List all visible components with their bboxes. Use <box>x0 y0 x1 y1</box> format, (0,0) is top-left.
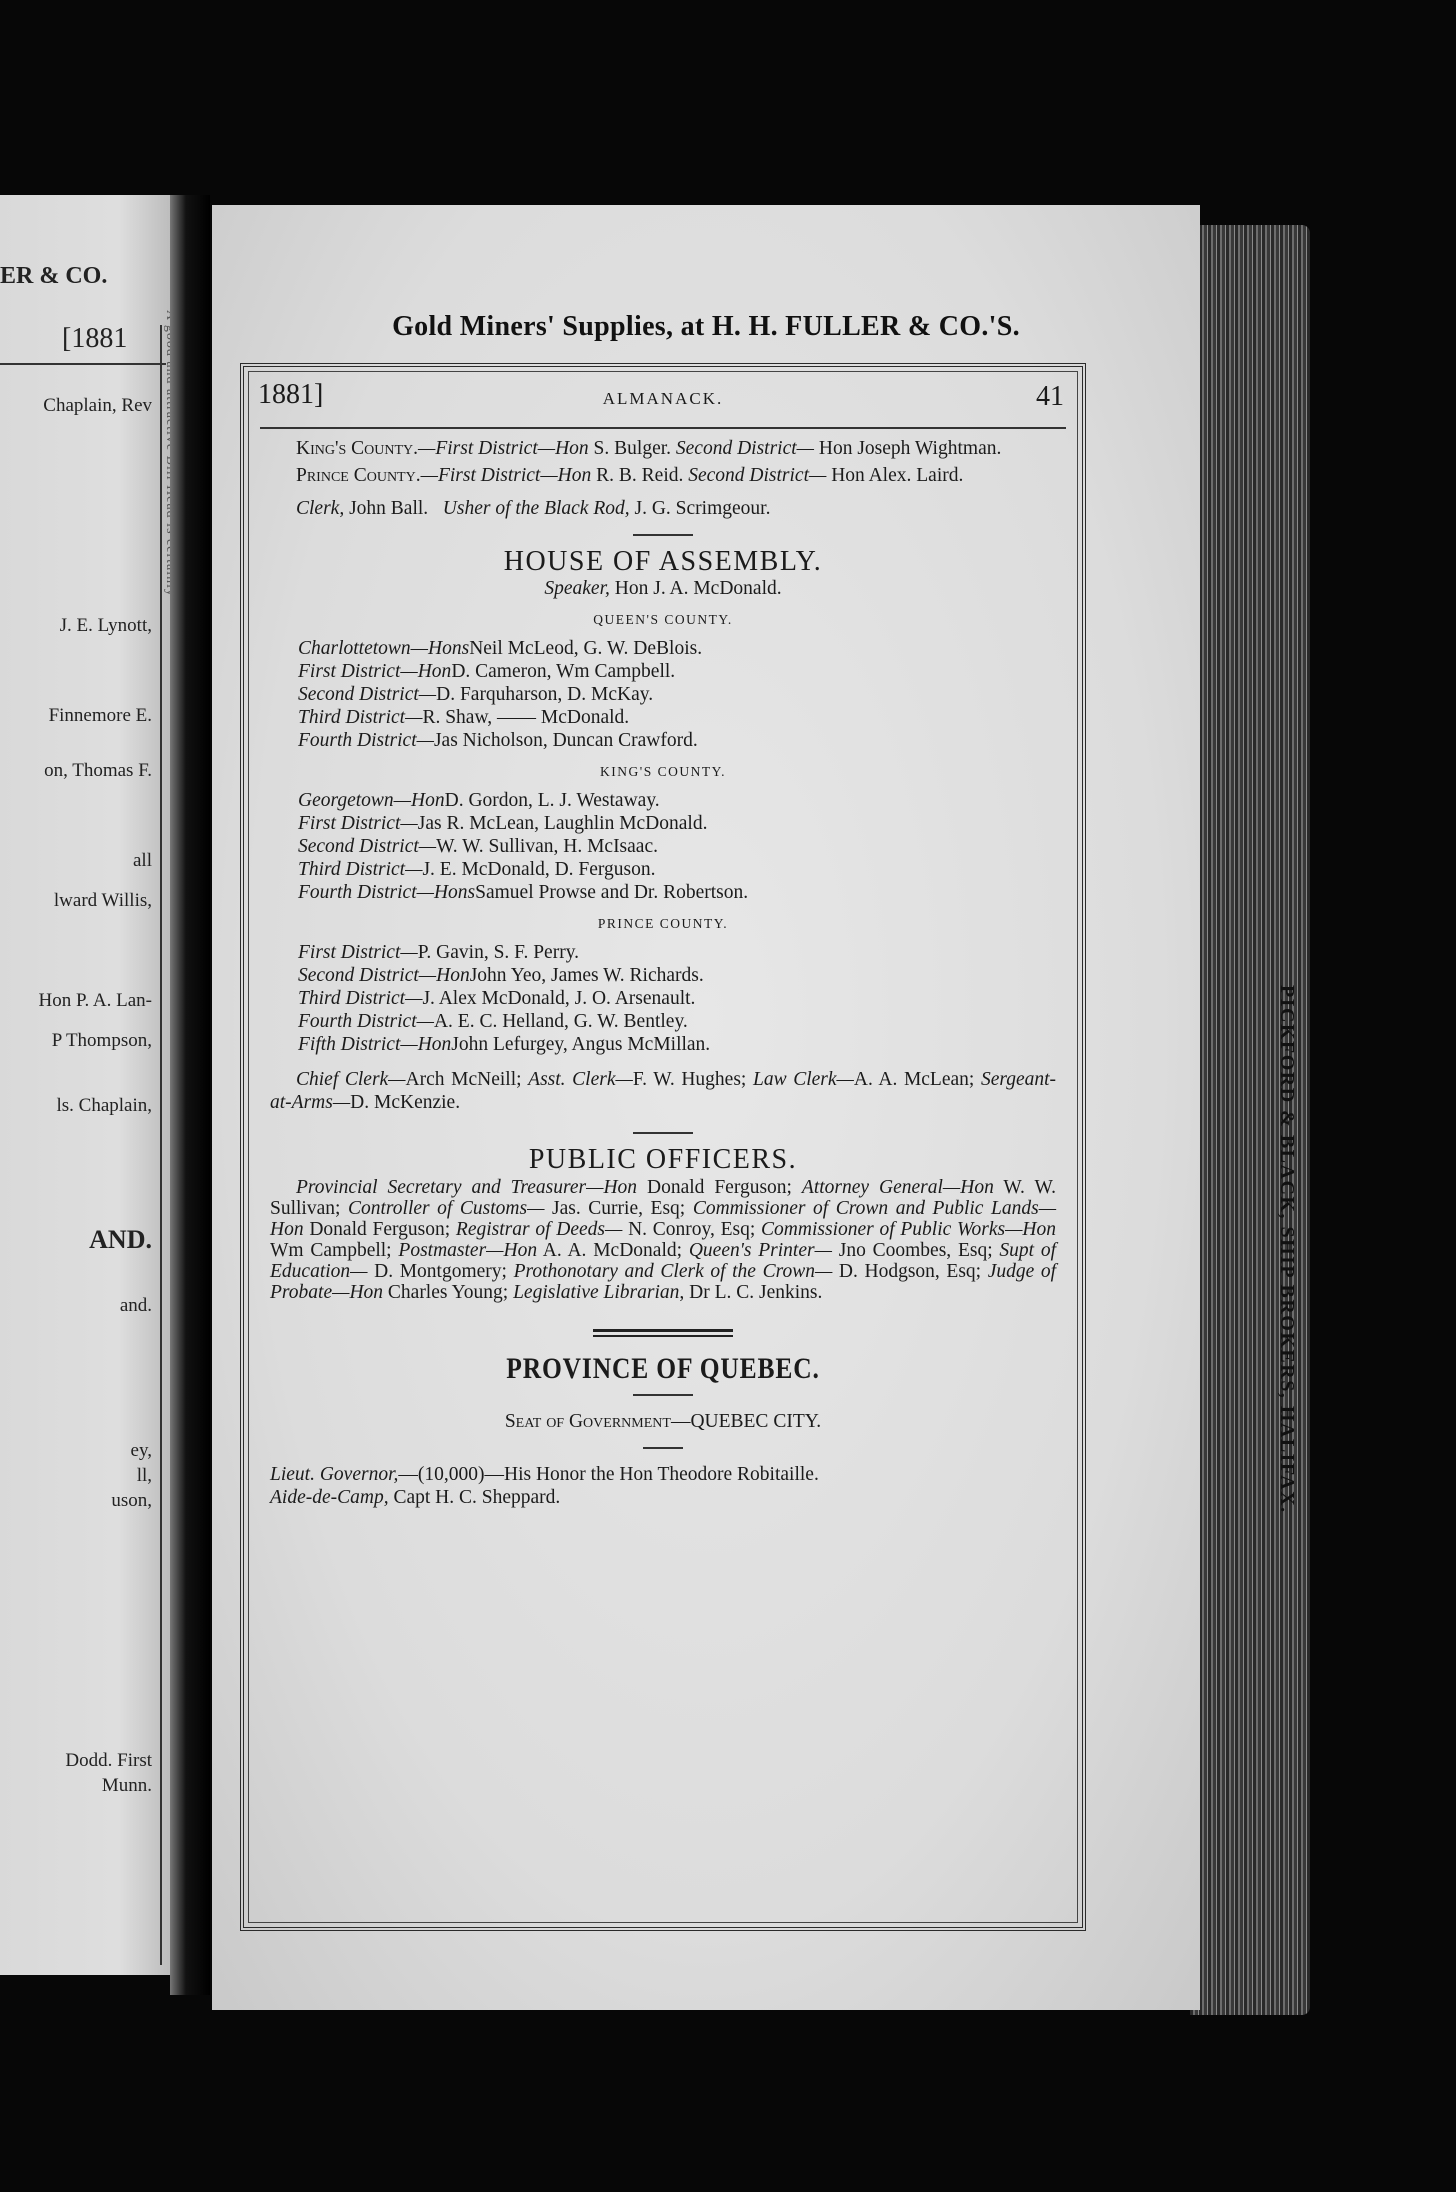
district-label: Second District— <box>298 684 437 705</box>
county-heading: QUEEN'S COUNTY. <box>593 612 733 627</box>
district-members: D. Farquharson, D. McKay. <box>436 684 654 705</box>
governor-label: Lieut. Governor, <box>270 1464 399 1485</box>
seat-of-government <box>270 1410 1056 1433</box>
district-row <box>270 941 1056 964</box>
kings-first-district-label: —First District—Hon <box>418 438 589 459</box>
prince-county-label: Prince County. <box>296 465 421 486</box>
district-members: D. Cameron, Wm Campbell. <box>451 661 676 682</box>
left-page-line: Finnemore E. <box>48 705 152 726</box>
left-page-line: all <box>133 850 152 871</box>
public-office-holder: A. A. McDonald; <box>542 1240 683 1261</box>
officer-title: Law Clerk— <box>752 1069 854 1090</box>
district-members: Jas Nicholson, Duncan Crawford. <box>433 730 698 751</box>
district-label: Third District— <box>298 707 423 728</box>
clerk-label: Clerk, <box>296 498 345 519</box>
running-title: ALMANACK. <box>602 389 724 408</box>
district-label: First District— <box>298 942 418 963</box>
officer-name: A. A. McLean; <box>853 1069 975 1090</box>
district-members: Jas R. McLean, Laughlin McDonald. <box>417 813 708 834</box>
aide-label: Aide-de-Camp, <box>270 1487 389 1508</box>
district-row <box>270 835 1056 858</box>
public-office-title: Prothonotary and Clerk of the Crown— <box>513 1261 833 1282</box>
left-page-line: Dodd. First <box>65 1750 152 1771</box>
left-page-line: Chaplain, Rev <box>43 395 152 416</box>
public-office-title: Attorney General—Hon <box>801 1177 994 1198</box>
district-members: J. Alex McDonald, J. O. Arsenault. <box>422 988 696 1009</box>
kings-second-district-name: Hon Joseph Wightman. <box>818 438 1002 459</box>
public-office-title: Registrar of Deeds— <box>455 1219 623 1240</box>
assembly-officers <box>270 1068 1056 1114</box>
district-label: Fourth District—Hons <box>298 882 476 903</box>
header-rule <box>260 427 1066 429</box>
section-divider <box>633 1132 693 1134</box>
kings-first-district-name: S. Bulger. <box>593 438 672 459</box>
prince-first-district-name: R. B. Reid. <box>596 465 684 486</box>
officer-title: Asst. Clerk— <box>528 1069 633 1090</box>
district-row <box>270 812 1056 835</box>
district-row <box>270 1033 1056 1056</box>
left-page-line: J. E. Lynott, <box>59 615 152 636</box>
public-office-holder: Jno Coombes, Esq; <box>838 1240 993 1261</box>
book-gutter <box>170 195 210 1995</box>
district-row <box>270 683 1056 706</box>
district-members: Neil McLeod, G. W. DeBlois. <box>469 638 703 659</box>
district-row <box>270 789 1056 812</box>
kings-county-council <box>270 437 1056 460</box>
district-members: R. Shaw, —— McDonald. <box>422 707 630 728</box>
aide-value: Capt H. C. Sheppard. <box>393 1487 561 1508</box>
district-label: Charlottetown—Hons <box>298 638 470 659</box>
district-label: Second District— <box>298 836 437 857</box>
prince-first-district-label: —First District—Hon <box>420 465 592 486</box>
public-office-holder: N. Conroy, Esq; <box>628 1219 756 1240</box>
public-office-title: Supt of Education— <box>270 1240 1057 1282</box>
left-page-line: lward Willis, <box>53 890 152 911</box>
left-page-line: Munn. <box>101 1775 152 1796</box>
left-page-line: P Thompson, <box>51 1030 152 1051</box>
lieutenant-governor-line <box>270 1463 1056 1486</box>
clerk-name: John Ball. <box>349 498 429 519</box>
left-banner-fragment: ER & CO. <box>0 263 108 289</box>
prince-county-council <box>270 464 1056 487</box>
council-clerk-line <box>270 497 1056 520</box>
district-members: W. W. Sullivan, H. McIsaac. <box>436 836 658 857</box>
county-heading: KING'S COUNTY. <box>600 764 726 779</box>
prince-second-district-name: Hon Alex. Laird. <box>831 465 964 486</box>
district-label: Second District—Hon <box>298 965 470 986</box>
officer-title: Chief Clerk— <box>296 1069 406 1090</box>
page-content <box>270 437 1056 1509</box>
district-members: John Lefurgey, Angus McMillan. <box>451 1034 711 1055</box>
province-divider <box>593 1329 733 1337</box>
district-row <box>270 660 1056 683</box>
assembly-title: HOUSE OF ASSEMBLY. <box>503 546 823 577</box>
public-office-title: Postmaster—Hon <box>398 1240 538 1261</box>
district-label: First District— <box>298 813 418 834</box>
left-page-line: on, Thomas F. <box>44 760 152 781</box>
public-office-holder: D. Montgomery; <box>374 1261 507 1282</box>
district-row <box>270 858 1056 881</box>
public-office-title: Controller of Customs— <box>348 1198 545 1219</box>
district-row <box>270 881 1056 904</box>
left-page-line: and. <box>119 1295 152 1316</box>
left-page-line: AND. <box>89 1225 152 1254</box>
left-header-rule <box>0 363 166 365</box>
public-office-holder: W. W. Sullivan; <box>270 1177 1056 1219</box>
district-label: Fourth District— <box>298 730 434 751</box>
left-page-line: ll, <box>136 1465 152 1486</box>
speaker-line <box>270 577 1056 600</box>
district-members: A. E. C. Helland, G. W. Bentley. <box>433 1011 688 1032</box>
public-office-holder: Donald Ferguson; <box>646 1177 792 1198</box>
district-row <box>270 637 1056 660</box>
section-divider <box>643 1447 683 1449</box>
public-office-title: Queen's Printer— <box>688 1240 832 1261</box>
aide-de-camp-line <box>270 1486 1056 1509</box>
district-label: First District—Hon <box>298 661 452 682</box>
left-page-line: Hon P. A. Lan- <box>38 990 152 1011</box>
seat-label: Seat of Government <box>504 1411 671 1432</box>
district-label: Third District— <box>298 859 423 880</box>
officer-name: F. W. Hughes; <box>632 1069 747 1090</box>
public-office-holder: Dr L. C. Jenkins. <box>689 1282 823 1303</box>
public-office-title: Judge of Probate—Hon <box>270 1261 1057 1303</box>
public-officers-list <box>270 1177 1056 1303</box>
right-side-advertisement: PICKFORD & BLACK, SHIP BROKERS, HALIFAX. <box>1276 985 1298 1514</box>
section-divider <box>633 534 693 536</box>
district-members: Samuel Prowse and Dr. Robertson. <box>475 882 749 903</box>
district-members: D. Gordon, L. J. Westaway. <box>444 790 660 811</box>
district-row <box>270 987 1056 1010</box>
left-year: [1881 <box>62 323 128 354</box>
page-frame <box>240 363 1086 1931</box>
public-officers-title: PUBLIC OFFICERS. <box>528 1144 798 1175</box>
left-page-line: ey, <box>130 1440 152 1461</box>
advertisement-banner: Gold Miners' Supplies, at H. H. FULLER & CO.'S. <box>392 311 1020 342</box>
previous-page-fragment <box>0 195 170 1975</box>
district-members: P. Gavin, S. F. Perry. <box>417 942 580 963</box>
left-page-line: ls. Chaplain, <box>56 1095 152 1116</box>
assembly-counties <box>270 608 1056 1056</box>
officer-name: D. McKenzie. <box>350 1092 461 1113</box>
district-row <box>270 964 1056 987</box>
public-office-holder: D. Hodgson, Esq; <box>838 1261 982 1282</box>
seat-value: —QUEBEC CITY. <box>670 1411 822 1432</box>
district-row <box>270 706 1056 729</box>
usher-name: J. G. Scrimgeour. <box>634 498 771 519</box>
district-members: John Yeo, James W. Richards. <box>469 965 704 986</box>
page-year: 1881] <box>258 379 324 410</box>
left-page-line: uson, <box>111 1490 152 1511</box>
public-office-title: Provincial Secretary and Treasurer—Hon <box>296 1177 638 1198</box>
district-members: J. E. McDonald, D. Ferguson. <box>422 859 656 880</box>
district-label: Fourth District— <box>298 1011 434 1032</box>
speaker-label: Speaker, <box>544 578 610 599</box>
kings-second-district-label: Second District— <box>675 438 814 459</box>
district-label: Georgetown—Hon <box>298 790 445 811</box>
speaker-name: Hon J. A. McDonald. <box>614 578 782 599</box>
officer-name: Arch McNeill; <box>405 1069 522 1090</box>
usher-label: Usher of the Black Rod, <box>442 498 630 519</box>
governor-value: —(10,000)—His Honor the Hon Theodore Robitaille. <box>398 1464 819 1485</box>
public-office-holder: Wm Campbell; <box>270 1240 392 1261</box>
public-office-holder: Donald Ferguson; <box>309 1219 451 1240</box>
quebec-title: PROVINCE OF QUEBEC. <box>506 1352 820 1385</box>
section-divider <box>633 1394 693 1396</box>
public-office-title: Commissioner of Crown and Public Lands—Hon <box>270 1198 1057 1240</box>
district-row <box>270 729 1056 752</box>
district-label: Third District— <box>298 988 423 1009</box>
public-office-title: Commissioner of Public Works—Hon <box>761 1219 1056 1240</box>
district-label: Fifth District—Hon <box>298 1034 452 1055</box>
public-office-holder: Charles Young; <box>387 1282 509 1303</box>
kings-county-label: King's County. <box>296 438 419 459</box>
prince-second-district-label: Second District— <box>688 465 827 486</box>
page-number: 41 <box>1036 381 1064 412</box>
public-office-title: Legislative Librarian, <box>513 1282 685 1303</box>
district-row <box>270 1010 1056 1033</box>
public-office-holder: Jas. Currie, Esq; <box>552 1198 686 1219</box>
county-heading: PRINCE COUNTY. <box>597 916 729 931</box>
almanack-page <box>212 205 1298 2010</box>
officer-title: Sergeant-at-Arms— <box>270 1069 1057 1113</box>
